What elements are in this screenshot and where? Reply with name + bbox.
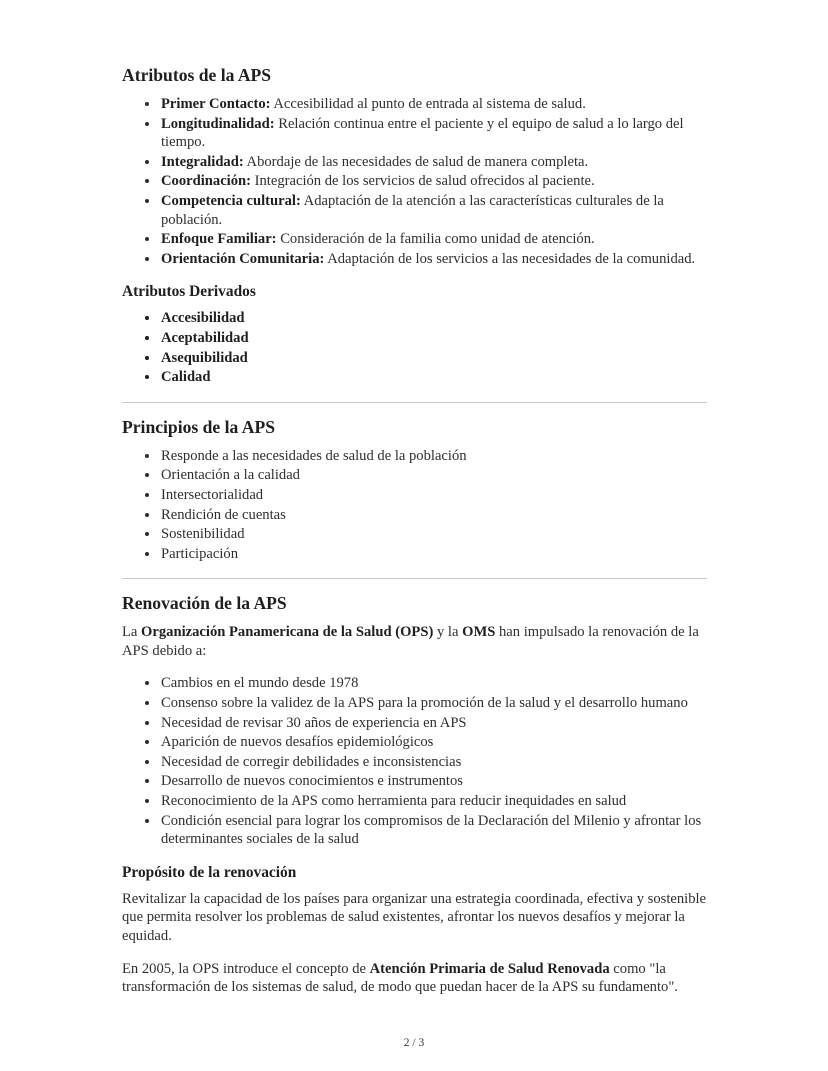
list-item: • Asequibilidad [160,349,707,368]
section-heading-atributos-aps: Atributos de la APS [122,65,272,85]
term-label: Orientación Comunitaria: [161,250,325,267]
text-run-bold: Organización Panamericana de la Salud (OPS) [141,624,434,641]
renovacion-list [122,674,707,848]
horizontal-divider [122,578,707,579]
term-label: Primer Contacto: [161,96,271,112]
section-heading-proposito: Propósito de la renovación [122,863,297,881]
term-definition: Accesibilidad al punto de entrada al sistema de salud. [270,96,586,112]
list-item: • Reconocimiento de la APS como herramienta para reducir inequidades en salud [160,792,707,811]
text-run: como "la transformación de los sistemas de salud, de modo que puedan hacer de la APS su fundamento". [122,960,678,996]
list-item: • Orientación a la calidad [160,466,707,485]
list-item: • Sostenibilidad [160,525,707,544]
term-definition: Relación continua entre el paciente y el equipo de salud a lo largo del tiempo. [161,115,684,151]
list-item: • Participación [160,545,707,564]
list-item: • Consenso sobre la validez de la APS para la promoción de la salud y el desarrollo humano [160,694,707,713]
text-run: han impulsado la renovación de la APS debido a: [122,624,699,659]
list-item: • Desarrollo de nuevos conocimientos e instrumentos [160,772,707,791]
list-item: • Cambios en el mundo desde 1978 [160,674,707,693]
term-label: Coordinación: [161,173,251,190]
term-definition: Adaptación de la atención a las características culturales de la población. [161,192,664,228]
list-item: • Aparición de nuevos desafíos epidemiológicos [160,733,707,752]
list-item: • Necesidad de corregir debilidades e inconsistencias [160,753,707,772]
list-item [160,250,707,269]
list-item [160,115,707,152]
list-item [160,230,707,249]
section-heading-principios: Principios de la APS [122,416,275,437]
term-definition: Abordaje de las necesidades de salud de manera completa. [243,153,589,170]
text-run: y la [433,624,463,641]
list-item [160,95,707,114]
list-item [160,172,707,191]
term-label: Integralidad: [161,153,244,170]
text-run-bold: Atención Primaria de Salud Renovada [369,960,610,977]
section-heading-atributos-derivados: Atributos Derivados [122,283,256,301]
list-item: • Calidad [160,368,707,387]
list-item [160,153,707,172]
term-label: Longitudinalidad: [161,115,275,132]
section-heading-renovacion: Renovación de la APS [122,593,287,614]
list-item [160,192,707,229]
principios-list [122,447,707,564]
list-item: • Intersectorialidad [160,486,707,505]
renovacion-intro-paragraph [122,623,707,660]
derivados-list [122,309,707,386]
term-definition: Integración de los servicios de salud ofrecidos al paciente. [251,173,595,190]
atributos-list [122,95,707,268]
list-item: • Condición esencial para lograr los compromisos de la Declaración del Milenio y afrontar los determinantes sociales de la salud [160,812,707,849]
list-item: • Aceptabilidad [160,329,707,348]
list-item: • Necesidad de revisar 30 años de experiencia en APS [160,714,707,733]
horizontal-divider [122,402,707,403]
text-run: En 2005, la OPS introduce el concepto de [122,960,370,977]
term-definition: Consideración de la familia como unidad de atención. [276,231,595,248]
list-item: • Rendición de cuentas [160,506,707,525]
page-number: 2 / 3 [403,1037,425,1050]
term-label: Competencia cultural: [161,192,301,209]
term-label: Enfoque Familiar: [161,231,277,248]
text-run-bold: OMS [462,624,496,641]
aps-renovada-paragraph [122,960,707,997]
text-run: La [122,624,142,641]
list-item: • Accesibilidad [160,309,707,328]
proposito-paragraph: Revitalizar la capacidad de los países para organizar una estrategia coordinada, efectiva y sostenible que permita resolver los problemas de salud existentes, afrontar los nuevos desafíos y mejorar la equidad. [122,890,707,944]
term-definition: Adaptación de los servicios a las necesidades de la comunidad. [324,250,696,267]
list-item: • Responde a las necesidades de salud de la población [160,447,707,466]
